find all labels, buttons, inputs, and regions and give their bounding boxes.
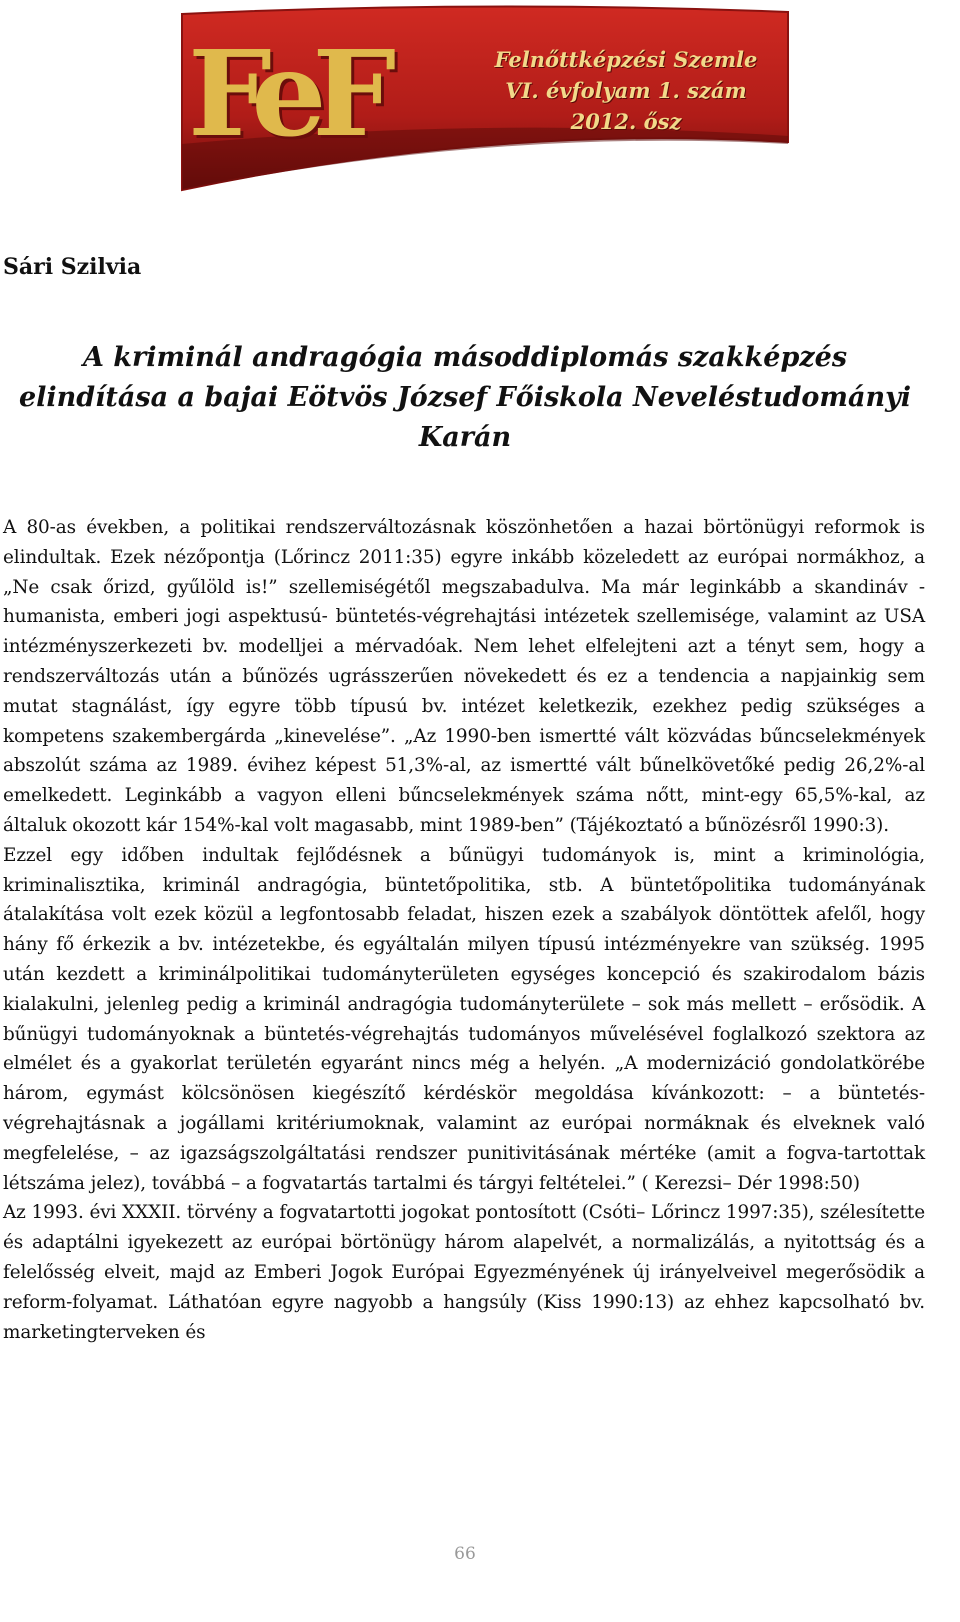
journal-banner	[176, 4, 794, 194]
title-line: A kriminál andragógia másoddiplomás szakképzés	[82, 342, 848, 373]
body-paragraph: Ezzel egy időben indultak fejlődésnek a bűnügyi tudományok is, mint a kriminológia, kriminalisztika, kriminál andragógia, büntetőpolitika, stb. A büntetőpolitika tudományának átalakítása volt ezek közül a legfontosabb feladat, hiszen ezek a szabályok döntöttek afelől, hogy hány fő érkezik a bv. intézetekbe, és egyáltalán milyen típusú intézményekre van szükség. 1995 után kezdett a kriminálpolitikai tudományterületen egységes koncepció és szakirodalom bázis kialakulni, jelenleg pedig a kriminál andragógia tudományterülete – sok más mellett – erősödik. A bűnügyi tudományoknak a büntetés-végrehajtás tudományos művelésével foglalkozó szektora az elmélet és a gyakorlat területén egyaránt nincs még a helyén. „A modernizáció gondolatkörébe három, egymást kölcsönösen kiegészítő kérdéskör megoldása kívánkozott: – a büntetés-végrehajtásnak a jogállami kritériumoknak, valamint az európai normáknak és elveknek való megfelelése, – az igazságszolgáltatási rendszer punitivitásának mértéke (amit a fogva-tartottak létszáma jelez), továbbá – a fogvatartás tartalmi és tárgyi feltételei.” ( Kerezsi– Dér 1998:50)	[3, 844, 925, 1194]
journal-volume: VI. évfolyam 1. szám	[505, 78, 747, 103]
logo-text: FeF	[188, 24, 383, 163]
body-paragraph: Az 1993. évi XXXII. törvény a fogvatartotti jogokat pontosított (Csóti– Lőrincz 1997:35), szélesítette és adaptálni igyekezett az európai börtönügy három alapelvét, a normalizálás, a nyitottság és a felelősség elveit, majd az Emberi Jogok Európai Egyezményének új irányelveivel megerősödik a reform-folyamat. Láthatóan egyre nagyobb a hangsúly (Kiss 1990:13) az ehhez kapcsolható bv. marketingterveken és	[3, 1202, 925, 1343]
article-title	[0, 338, 930, 458]
article-body	[3, 513, 925, 1347]
author-name: Sári Szilvia	[3, 254, 142, 280]
journal-issue-date: 2012. ősz	[570, 109, 682, 134]
page-number: 66	[454, 1544, 476, 1564]
body-paragraph: A 80-as években, a politikai rendszerváltozásnak köszönhetően a hazai börtönügyi reformok is elindultak. Ezek nézőpontja (Lőrincz 2011:35) egyre inkább közeledett az európai normákhoz, a „Ne csak őrizd, gyűlöld is!” szellemiségétől megszabadulva. Ma már leginkább a skandináv -humanista, emberi jogi aspektusú- büntetés-végrehajtási intézetek szellemisége, valamint az USA intézményszerkezeti bv. modelljei a mérvadóak. Nem lehet elfelejteni azt a tényt sem, hogy a rendszerváltozás után a bűnözés ugrásszerűen növekedett és ez a tendencia a napjainkig sem mutat stagnálást, így egyre több típusú bv. intézet keletkezik, ezekhez pedig szükséges a kompetens szakembergárda „kinevelése”. „Az 1990-ben ismertté vált közvádas bűncselekmények abszolút száma az 1989. évihez képest 51,3%-al, az ismertté vált bűnelkövetőké pedig 26,2%-al emelkedett. Leginkább a vagyon elleni bűncselekmények száma nőtt, mint-egy 65,5%-kal, az általuk okozott kár 154%-kal volt magasabb, mint 1989-ben” (Tájékoztató a bűnözésről 1990:3).	[3, 517, 925, 836]
title-line: elindítása a bajai Eötvös József Főiskola Neveléstudományi	[18, 382, 912, 413]
journal-name: Felnőttképzési Szemle	[494, 47, 758, 72]
title-line: Karán	[418, 422, 512, 453]
journal-info	[466, 44, 786, 137]
